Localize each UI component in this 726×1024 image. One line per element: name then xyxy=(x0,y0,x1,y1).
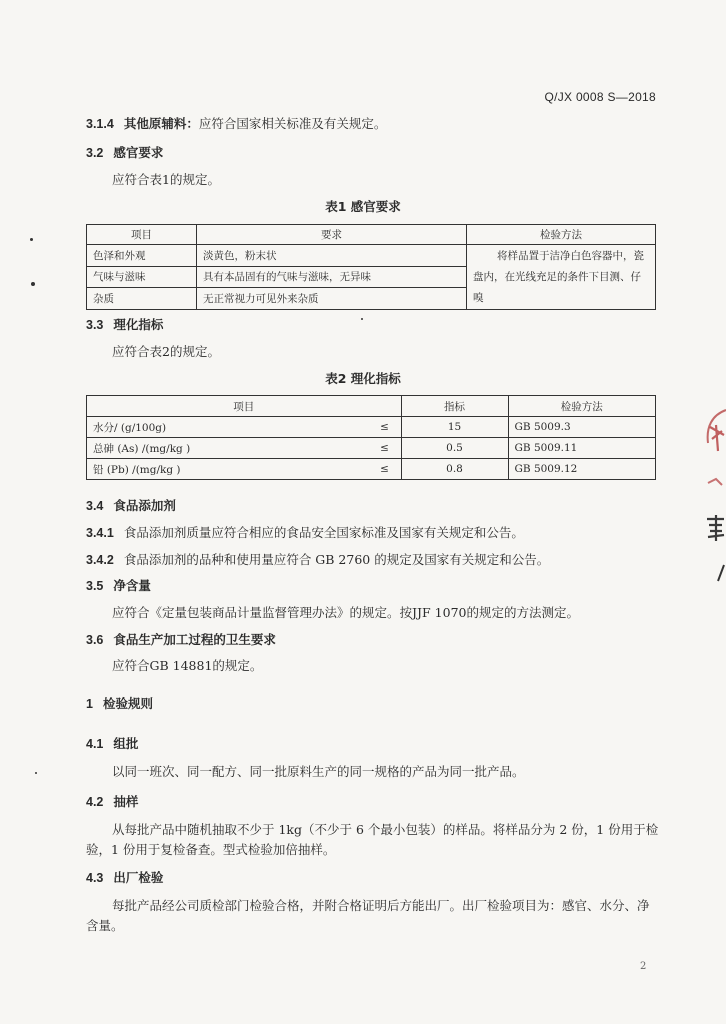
section-3-2-text: 应符合表1的规定。 xyxy=(112,172,220,187)
table-cell-value: 0.8 xyxy=(401,459,508,480)
section-number: 3.3 xyxy=(86,318,104,332)
table-cell-method: GB 5009.11 xyxy=(508,438,656,459)
page-number: 2 xyxy=(640,961,647,972)
section-number: 3.4 xyxy=(86,499,104,513)
section-4-heading xyxy=(86,695,153,713)
section-4-2-heading xyxy=(86,793,138,811)
section-3-6-heading xyxy=(86,631,276,649)
table-row xyxy=(87,438,656,459)
section-4-3-line2: 含量。 xyxy=(86,918,124,933)
section-4-3-heading xyxy=(86,869,163,887)
scan-speck xyxy=(30,238,33,241)
table-header-cell: 指标 xyxy=(401,396,508,417)
section-3-4-1 xyxy=(86,524,524,542)
section-title: 检验规则 xyxy=(102,696,153,711)
table-cell: 具有本品固有的气味与滋味，无异味 xyxy=(197,266,467,288)
section-text: 食品添加剂的品种和使用量应符合 GB 2760 的规定及国家有关规定和公告。 xyxy=(123,552,550,567)
table-cell: 无正常视力可见外来杂质 xyxy=(197,288,467,310)
section-number: 3.4.2 xyxy=(86,553,114,567)
physicochemical-table xyxy=(86,395,656,480)
table-row xyxy=(87,245,656,267)
table2-caption: 表2 理化指标 xyxy=(325,371,401,386)
section-title: 食品添加剂 xyxy=(113,498,176,513)
section-3-4-heading xyxy=(86,497,176,515)
section-4-1-heading xyxy=(86,735,138,753)
section-title: 食品生产加工过程的卫生要求 xyxy=(113,632,276,647)
table-cell-operator: ≤ xyxy=(369,438,402,459)
section-number: 3.5 xyxy=(86,579,104,593)
section-3-5-text: 应符合《定量包装商品计量监督管理办法》的规定。按JJF 1070的规定的方法测定。 xyxy=(112,605,579,620)
table-header-cell: 项目 xyxy=(87,225,197,245)
section-number: 3.6 xyxy=(86,633,104,647)
table-row xyxy=(87,459,656,480)
sensory-requirements-table xyxy=(86,224,656,310)
section-title: 理化指标 xyxy=(113,317,164,332)
section-3-6-text: 应符合GB 14881的规定。 xyxy=(112,658,263,673)
section-4-2-line1: 从每批产品中随机抽取不少于 1kg（不少于 6 个最小包装）的样品。将样品分为 2 份，1 份用于检 xyxy=(112,822,659,837)
scan-speck xyxy=(35,772,37,774)
section-3-1-4 xyxy=(86,115,386,133)
section-4-3-line1: 每批产品经公司质检部门检验合格，并附合格证明后方能出厂。出厂检验项目为：感官、水分、净 xyxy=(112,898,650,913)
section-title: 抽样 xyxy=(113,794,139,809)
method-line: 嗅 xyxy=(473,292,484,304)
section-number: 3.1.4 xyxy=(86,117,114,131)
table-cell-method: GB 5009.12 xyxy=(508,459,656,480)
section-text: 食品添加剂质量应符合相应的食品安全国家标准及国家有关规定和公告。 xyxy=(123,525,524,540)
section-title: 感官要求 xyxy=(113,145,164,160)
section-3-3-text: 应符合表2的规定。 xyxy=(112,344,220,359)
table-row xyxy=(87,417,656,438)
table-cell: 水分/ (g/100g) xyxy=(87,417,369,438)
section-number: 4.2 xyxy=(86,795,104,809)
table-cell-value: 0.5 xyxy=(401,438,508,459)
section-title: 出厂检验 xyxy=(113,870,164,885)
section-text: 应符合国家相关标准及有关规定。 xyxy=(198,116,387,131)
section-4-1-text: 以同一班次、同一配方、同一批原料生产的同一规格的产品为同一批产品。 xyxy=(112,764,525,779)
table-cell: 总砷 (As) /(mg/kg ) xyxy=(87,438,369,459)
section-title: 其他原辅料： xyxy=(123,116,199,131)
table-header-cell: 检验方法 xyxy=(467,225,656,245)
section-number: 4.1 xyxy=(86,737,104,751)
section-title: 净含量 xyxy=(113,578,151,593)
section-number: 3.4.1 xyxy=(86,526,114,540)
method-line: 盘内，在光线充足的条件下目测、仔 xyxy=(473,271,641,283)
section-number: 1 xyxy=(86,697,93,711)
table-cell: 气味与滋味 xyxy=(87,266,197,288)
scan-speck xyxy=(361,318,363,320)
method-line: 将样品置于洁净白色容器中，瓷 xyxy=(497,250,644,262)
table-cell-operator: ≤ xyxy=(369,459,402,480)
section-4-2-line2: 验，1 份用于复检备查。型式检验加倍抽样。 xyxy=(86,842,336,857)
inspection-method-cell xyxy=(467,245,656,310)
table-header-cell: 项目 xyxy=(87,396,402,417)
table1-caption: 表1 感官要求 xyxy=(325,199,401,214)
table-header-row xyxy=(87,396,656,417)
table-cell: 铅 (Pb) /(mg/kg ) xyxy=(87,459,369,480)
table-cell-value: 15 xyxy=(401,417,508,438)
scan-speck xyxy=(31,282,35,286)
standard-code: Q/JX 0008 S—2018 xyxy=(544,90,656,104)
table-cell: 杂质 xyxy=(87,288,197,310)
section-number: 4.3 xyxy=(86,871,104,885)
red-seal-partial xyxy=(698,405,726,585)
table-cell: 淡黄色，粉末状 xyxy=(197,245,467,267)
section-title: 组批 xyxy=(113,736,139,751)
section-3-4-2 xyxy=(86,551,549,569)
section-3-5-heading xyxy=(86,577,151,595)
table-header-cell: 要求 xyxy=(197,225,467,245)
section-3-3-heading xyxy=(86,316,163,334)
table-cell: 色泽和外观 xyxy=(87,245,197,267)
table-header-cell: 检验方法 xyxy=(508,396,656,417)
table-cell-method: GB 5009.3 xyxy=(508,417,656,438)
section-3-2-heading xyxy=(86,144,163,162)
table-header-row xyxy=(87,225,656,245)
table-cell-operator: ≤ xyxy=(369,417,402,438)
section-number: 3.2 xyxy=(86,146,104,160)
